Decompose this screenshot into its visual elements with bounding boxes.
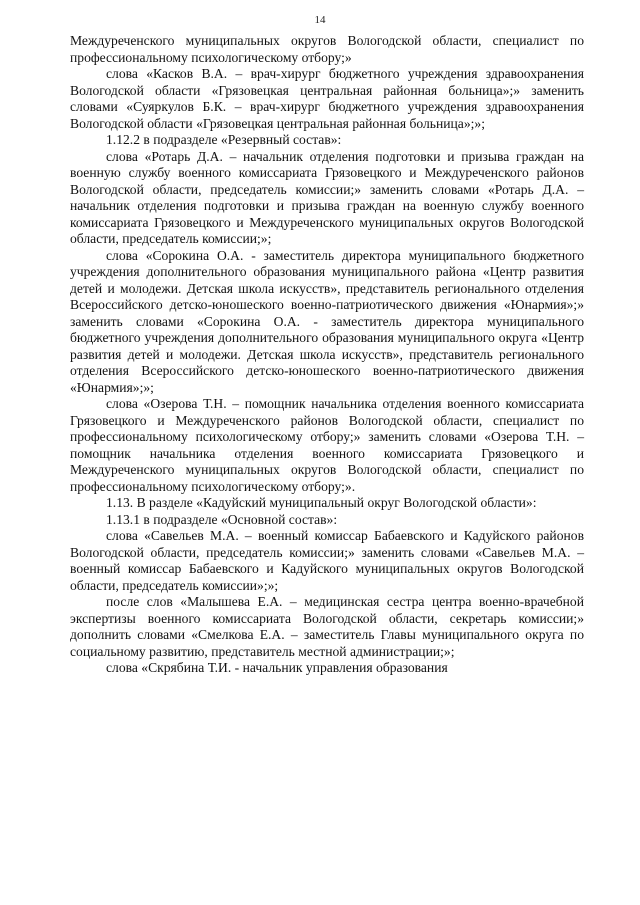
paragraph-savelyev: слова «Савельев М.А. – военный комиссар Бабаевского и Кадуйского районов Вологодской области, председатель комиссии;» заменить словами «Савельев М.А. – военный комиссар Бабаевского и Кадуйского муниципальных округов Вологодской области, председатель комиссии»;»; [70,528,584,593]
paragraph-1-12-2-heading: 1.12.2 в подразделе «Резервный состав»: [106,132,342,147]
paragraph-malysheva: после слов «Малышева Е.А. – медицинская сестра центра военно-врачебной экспертизы военного комиссариата Вологодской области, секретарь комиссии;» дополнить словами «Смелкова Е.А. – заместитель Главы муниципального округа по социальному развитию, представитель местной администрации;»; [70,594,584,659]
page-number: 14 [314,14,326,26]
paragraph-skryabina: слова «Скрябина Т.И. - начальник управления образования [106,660,448,675]
paragraph-ozerova: слова «Озерова Т.Н. – помощник начальника отделения военного комиссариата Грязовецкого и Междуреченского районов Вологодской области, специалист по профессиональному психологическому отбору;» заменить словами «Озерова Т.Н. – помощник начальника отделения военного комиссариата Грязовецкого и Междуреченского муниципальных округов Вологодской области, специалист по профессиональному психологическому отбору;». [70,396,584,494]
paragraph-continuation: Междуреченского муниципальных округов Вологодской области, специалист по профессиональному психологическому отбору;» [70,33,584,65]
paragraph-kaskov: слова «Касков В.А. – врач-хирург бюджетного учреждения здравоохранения Вологодской области «Грязовецкая центральная районная больница»;» заменить словами «Суяркулов Б.К. – врач-хирург бюджетного учреждения здравоохранения Вологодской области «Грязовецкая центральная районная больница»;»; [70,66,584,131]
paragraph-rotar: слова «Ротарь Д.А. – начальник отделения подготовки и призыва граждан на военную службу военного комиссариата Грязовецкого и Междуреченского районов Вологодской области, председатель комиссии;» заменить словами «Ротарь Д.А. – начальник отделения подготовки и призыва граждан на военную службу военного комиссариата Грязовецкого и Междуреченского муниципальных округов Вологодской области, председатель комиссии;»; [70,148,584,246]
document-body [70,33,584,677]
paragraph-1-13-heading: 1.13. В разделе «Кадуйский муниципальный округ Вологодской области»: [106,495,537,510]
paragraph-1-13-1-heading: 1.13.1 в подразделе «Основной состав»: [106,511,338,527]
paragraph-sorokina: слова «Сорокина О.А. - заместитель директора муниципального бюджетного учреждения дополнительного образования муниципального района «Центр развития детей и молодежи. Детская школа искусств», представитель регионального отделения Всероссийского детско-юношеского военно-патриотического движения «Юнармия»;» заменить словами «Сорокина О.А. - заместитель директора муниципального бюджетного учреждения дополнительного образования муниципального округа «Центр развития детей и молодежи. Детская школа искусств», представитель регионального отделения Всероссийского детско-юношеского военно-патриотического движения «Юнармия»;»; [70,247,584,395]
